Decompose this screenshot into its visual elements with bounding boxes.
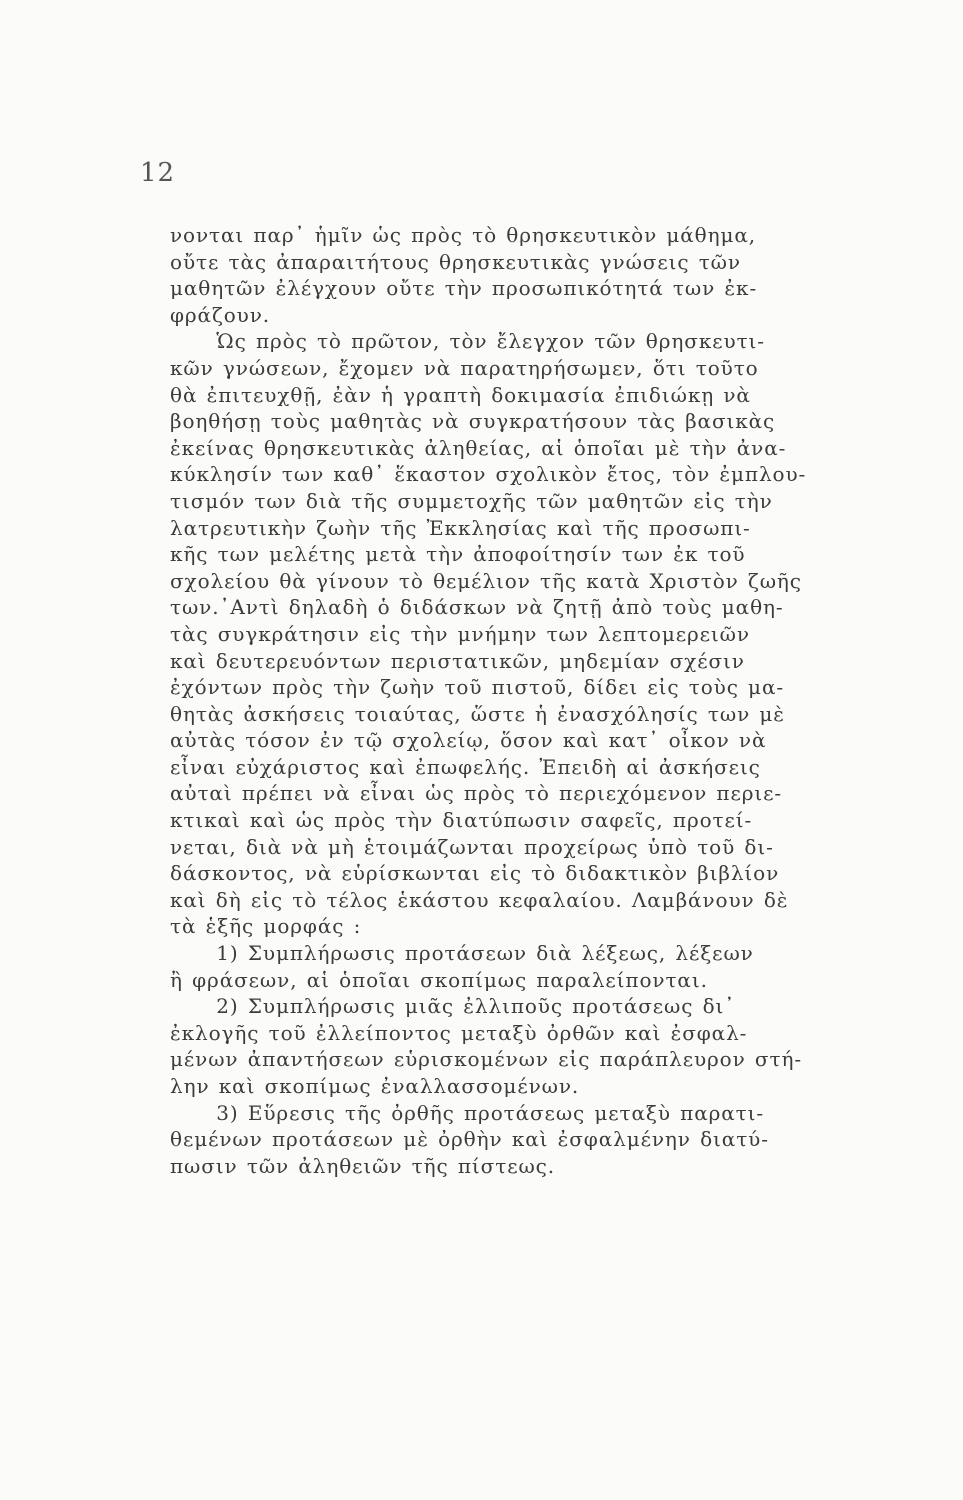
- text-line: πωσιν τῶν ἀληθειῶν τῆς πίστεως.: [170, 1153, 556, 1178]
- text-line: ἐκείνας θρησκευτικὰς ἀληθείας, αἱ ὁποῖαι μὲ τὴν ἀνα-: [170, 435, 787, 460]
- text-line: καὶ δευτερευόντων περιστατικῶν, μηδεμίαν σχέσιν: [170, 648, 745, 673]
- text-line: λην καὶ σκοπίμως ἐναλλασσομένων.: [170, 1074, 580, 1098]
- text-line: κῶν γνώσεων, ἔχομεν νὰ παρατηρήσωμεν, ὅτι τοῦτο: [170, 355, 759, 380]
- text-line: 3) Εὕρεσις τῆς ὀρθῆς προτάσεως μεταξὺ παρατι-: [170, 1100, 765, 1125]
- text-line: θητὰς ἀσκήσεις τοιαύτας, ὥστε ἡ ἐνασχόλησίς των μὲ: [170, 701, 785, 726]
- text-line: οὔτε τὰς ἀπαραιτήτους θρησκευτικὰς γνώσεις τῶν: [170, 249, 741, 274]
- text-line: βοηθήσῃ τοὺς μαθητὰς νὰ συγκρατήσουν τὰς βασικὰς: [170, 409, 776, 434]
- text-line: τισμόν των διὰ τῆς συμμετοχῆς τῶν μαθητῶν εἰς τὴν: [170, 488, 773, 513]
- text-line: κτικαὶ καὶ ὡς πρὸς τὴν διατύπωσιν σαφεῖς, προτεί-: [170, 808, 753, 833]
- text-line: ἢ φράσεων, αἱ ὁποῖαι σκοπίμως παραλείπονται.: [170, 967, 708, 992]
- text-line: 2) Συμπλήρωσις μιᾶς ἐλλιποῦς προτάσεως δι᾽: [170, 994, 736, 1019]
- text-line: Ὡς πρὸς τὸ πρῶτον, τὸν ἔλεγχον τῶν θρησκευτι-: [170, 329, 765, 354]
- text-line: δάσκοντος, νὰ εὑρίσκωνται εἰς τὸ διδακτικὸν βιβλίον: [170, 861, 780, 886]
- text-line: αὐταὶ πρέπει νὰ εἶναι ὡς πρὸς τὸ περιεχόμενον περιε-: [170, 781, 783, 806]
- text-line: μαθητῶν ἐλέγχουν οὔτε τὴν προσωπικότητά των ἐκ-: [170, 276, 758, 301]
- text-line: 1) Συμπλήρωσις προτάσεων διὰ λέξεως, λέξεων: [170, 941, 754, 966]
- text-line: φράζουν.: [170, 302, 271, 327]
- text-line: θὰ ἐπιτευχθῇ, ἐὰν ἡ γραπτὴ δοκιμασία ἐπιδιώκῃ νὰ: [170, 382, 751, 407]
- text-line: τὰς συγκράτησιν εἰς τὴν μνήμην των λεπτομερειῶν: [170, 621, 750, 646]
- page-number: 12: [140, 158, 176, 188]
- text-line: εἶναι εὐχάριστος καὶ ἐπωφελής. Ἐπειδὴ αἱ ἀσκήσεις: [170, 754, 761, 779]
- text-line: θεμένων προτάσεων μὲ ὀρθὴν καὶ ἐσφαλμένην διατύ-: [170, 1127, 769, 1152]
- text-line: σχολείου θὰ γίνουν τὸ θεμέλιον τῆς κατὰ Χριστὸν ζωῆς: [170, 568, 802, 593]
- text-line: κύκλησίν των καθ᾽ ἕκαστον σχολικὸν ἔτος, τὸν ἐμπλου-: [170, 462, 807, 487]
- text-line: νεται, διὰ νὰ μὴ ἑτοιμάζωνται προχείρως ὑπὸ τοῦ δι-: [170, 834, 774, 859]
- text-line: λατρευτικὴν ζωὴν τῆς Ἐκκλησίας καὶ τῆς προσωπι-: [170, 515, 751, 540]
- text-line: ἐκλογῆς τοῦ ἐλλείποντος μεταξὺ ὀρθῶν καὶ ἐσφαλ-: [170, 1020, 748, 1045]
- text-line: καὶ δὴ εἰς τὸ τέλος ἑκάστου κεφαλαίου. Λαμβάνουν δὲ: [170, 887, 789, 912]
- text-line: των.᾽Αντὶ δηλαδὴ ὁ διδάσκων νὰ ζητῇ ἀπὸ τοὺς μαθη-: [170, 595, 784, 620]
- body-text: [170, 222, 807, 1179]
- text-line: τὰ ἑξῆς μορφάς :: [170, 914, 362, 939]
- text-line: νονται παρ᾽ ἡμῖν ὡς πρὸς τὸ θρησκευτικὸν μάθημα,: [170, 223, 757, 247]
- text-line: μένων ἀπαντήσεων εὑρισκομένων εἰς παράπλευρον στή-: [170, 1047, 802, 1072]
- text-line: κῆς των μελέτης μετὰ τὴν ἀποφοίτησίν των ἐκ τοῦ: [170, 542, 746, 567]
- text-line: αὐτὰς τόσον ἐν τῷ σχολείῳ, ὅσον καὶ κατ᾽ οἶκον νὰ: [170, 728, 767, 753]
- text-line: ἐχόντων πρὸς τὴν ζωὴν τοῦ πιστοῦ, δίδει εἰς τοὺς μα-: [170, 675, 785, 700]
